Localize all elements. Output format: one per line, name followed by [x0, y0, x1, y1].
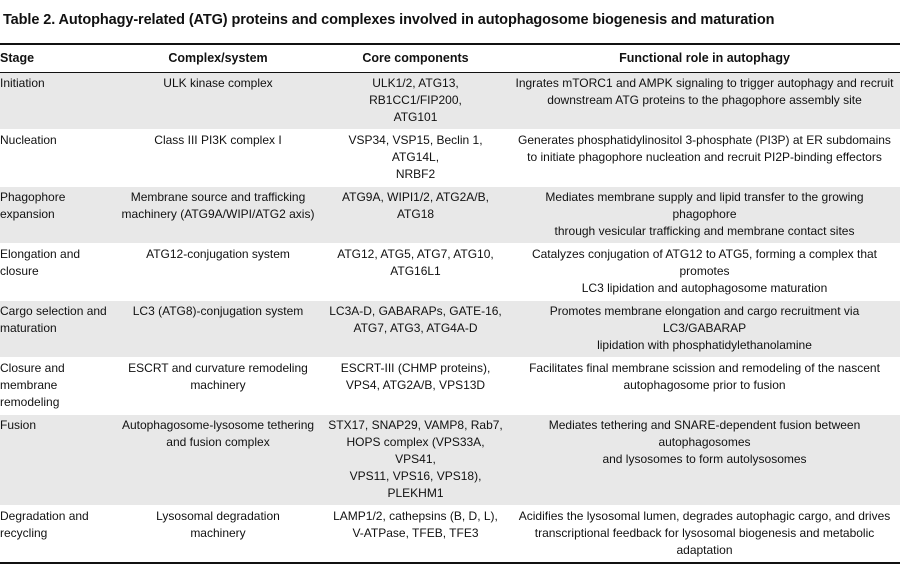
cell-role [509, 301, 900, 358]
cell-components [322, 130, 509, 187]
cell-role-line: transcriptional feedback for lysosomal biogenesis and metabolic adaptation [534, 526, 875, 557]
cell-components-line: VPS11, VPS16, VPS18), PLEKHM1 [349, 469, 482, 500]
cell-role-line: lipidation with phosphatidylethanolamine [597, 338, 812, 352]
cell-components [322, 358, 509, 415]
cell-role [509, 358, 900, 415]
cell-stage-line: Phagophore expansion [0, 190, 66, 221]
cell-components [322, 301, 509, 358]
cell-components-line: LC3A-D, GABARAPs, GATE-16, [329, 304, 502, 318]
cell-role [509, 130, 900, 187]
cell-complex-line: Autophagosome-lysosome tethering [121, 418, 315, 432]
cell-stage [0, 187, 114, 244]
cell-components-line: ATG101 [393, 110, 438, 124]
cell-complex-line: machinery (ATG9A/WIPI/ATG2 axis) [121, 207, 315, 221]
cell-components-line: ATG16L1 [390, 264, 441, 278]
cell-role-line: Facilitates final membrane scission and remodeling of the nascent [529, 361, 880, 375]
cell-complex [114, 73, 322, 130]
cell-stage-line: Fusion [0, 418, 37, 432]
cell-stage-line: remodeling [0, 395, 60, 409]
table-row [0, 244, 900, 301]
cell-components-line: VPS4, ATG2A/B, VPS13D [345, 378, 486, 392]
table-row [0, 187, 900, 244]
cell-role-line: autophagosome prior to fusion [623, 378, 786, 392]
cell-stage-line: Closure and membrane [0, 361, 65, 392]
cell-role-line: Mediates membrane supply and lipid transfer to the growing phagophore [545, 190, 864, 221]
cell-complex [114, 358, 322, 415]
cell-components-line: ATG9A, WIPI1/2, ATG2A/B, [342, 190, 489, 204]
cell-complex [114, 130, 322, 187]
cell-role [509, 506, 900, 564]
table-row [0, 358, 900, 415]
cell-stage-line: Elongation and closure [0, 247, 81, 278]
cell-components-line: LAMP1/2, cathepsins (B, D, L), [333, 509, 498, 523]
cell-complex-line: Class III PI3K complex I [154, 133, 282, 147]
cell-stage [0, 358, 114, 415]
cell-role-line: through vesicular trafficking and membrane contact sites [554, 224, 855, 238]
cell-role-line: and lysosomes to form autolysosomes [602, 452, 807, 466]
cell-components [322, 244, 509, 301]
cell-complex [114, 244, 322, 301]
table-row [0, 415, 900, 506]
cell-stage [0, 506, 114, 564]
cell-complex-line: machinery [190, 378, 246, 392]
table-row [0, 73, 900, 130]
cell-stage-line: Initiation [0, 76, 45, 90]
cell-complex [114, 301, 322, 358]
cell-role-line: Catalyzes conjugation of ATG12 to ATG5, forming a complex that promotes [531, 247, 878, 278]
cell-components [322, 187, 509, 244]
cell-complex [114, 187, 322, 244]
cell-complex-line: ULK kinase complex [163, 76, 273, 90]
cell-complex-line: Lysosomal degradation [156, 509, 280, 523]
cell-stage [0, 415, 114, 506]
cell-role-line: LC3 lipidation and autophagosome maturation [581, 281, 828, 295]
table-row [0, 130, 900, 187]
header-row [0, 44, 900, 73]
header-stage: Stage [0, 44, 114, 73]
cell-components-line: ESCRT-III (CHMP proteins), [340, 361, 491, 375]
cell-stage-line: maturation [0, 321, 57, 335]
cell-stage-line: Cargo selection and [0, 304, 107, 318]
cell-components-line: NRBF2 [395, 167, 436, 181]
cell-components [322, 506, 509, 564]
header-role: Functional role in autophagy [509, 44, 900, 73]
cell-role-line: to initiate phagophore nucleation and recruit PI2P-binding effectors [527, 150, 882, 164]
cell-complex-line: Membrane source and trafficking [130, 190, 306, 204]
cell-role [509, 244, 900, 301]
atg-table [0, 43, 900, 564]
cell-stage [0, 301, 114, 358]
cell-components-line: ULK1/2, ATG13, RB1CC1/FIP200, [369, 76, 462, 107]
cell-components [322, 73, 509, 130]
cell-complex-line: machinery [190, 526, 246, 540]
cell-stage [0, 244, 114, 301]
cell-stage-line: Degradation and [0, 509, 89, 523]
cell-role-line: Mediates tethering and SNARE-dependent fusion between autophagosomes [548, 418, 861, 449]
cell-complex-line: and fusion complex [166, 435, 270, 449]
table-caption: Table 2. Autophagy-related (ATG) proteins and complexes involved in autophagosome biogenesis and maturation [3, 12, 775, 28]
cell-stage [0, 130, 114, 187]
cell-stage-line: recycling [0, 526, 48, 540]
cell-components-line: VSP34, VSP15, Beclin 1, ATG14L, [348, 133, 483, 164]
cell-role-line: Ingrates mTORC1 and AMPK signaling to trigger autophagy and recruit [515, 76, 894, 90]
cell-stage-line: Nucleation [0, 133, 57, 147]
cell-role-line: Promotes membrane elongation and cargo recruitment via LC3/GABARAP [549, 304, 860, 335]
table-body [0, 73, 900, 564]
cell-components-line: ATG12, ATG5, ATG7, ATG10, [337, 247, 494, 261]
cell-complex [114, 506, 322, 564]
cell-components [322, 415, 509, 506]
cell-role [509, 187, 900, 244]
cell-role [509, 415, 900, 506]
cell-role-line: Generates phosphatidylinositol 3-phosphate (PI3P) at ER subdomains [518, 133, 891, 147]
cell-role-line: Acidifies the lysosomal lumen, degrades autophagic cargo, and drives [518, 509, 891, 523]
cell-components-line: ATG7, ATG3, ATG4A-D [353, 321, 478, 335]
cell-complex-line: ATG12-conjugation system [146, 247, 290, 261]
table-row [0, 506, 900, 564]
cell-components-line: V-ATPase, TFEB, TFE3 [352, 526, 479, 540]
cell-complex [114, 415, 322, 506]
header-complex: Complex/system [114, 44, 322, 73]
cell-stage [0, 73, 114, 130]
cell-complex-line: LC3 (ATG8)-conjugation system [132, 304, 304, 318]
cell-components-line: HOPS complex (VPS33A, VPS41, [346, 435, 485, 466]
cell-complex-line: ESCRT and curvature remodeling [128, 361, 308, 375]
header-components: Core components [322, 44, 509, 73]
cell-components-line: ATG18 [396, 207, 435, 221]
cell-components-line: STX17, SNAP29, VAMP8, Rab7, [328, 418, 503, 432]
table-row [0, 301, 900, 358]
cell-role [509, 73, 900, 130]
cell-role-line: downstream ATG proteins to the phagophore assembly site [547, 93, 862, 107]
